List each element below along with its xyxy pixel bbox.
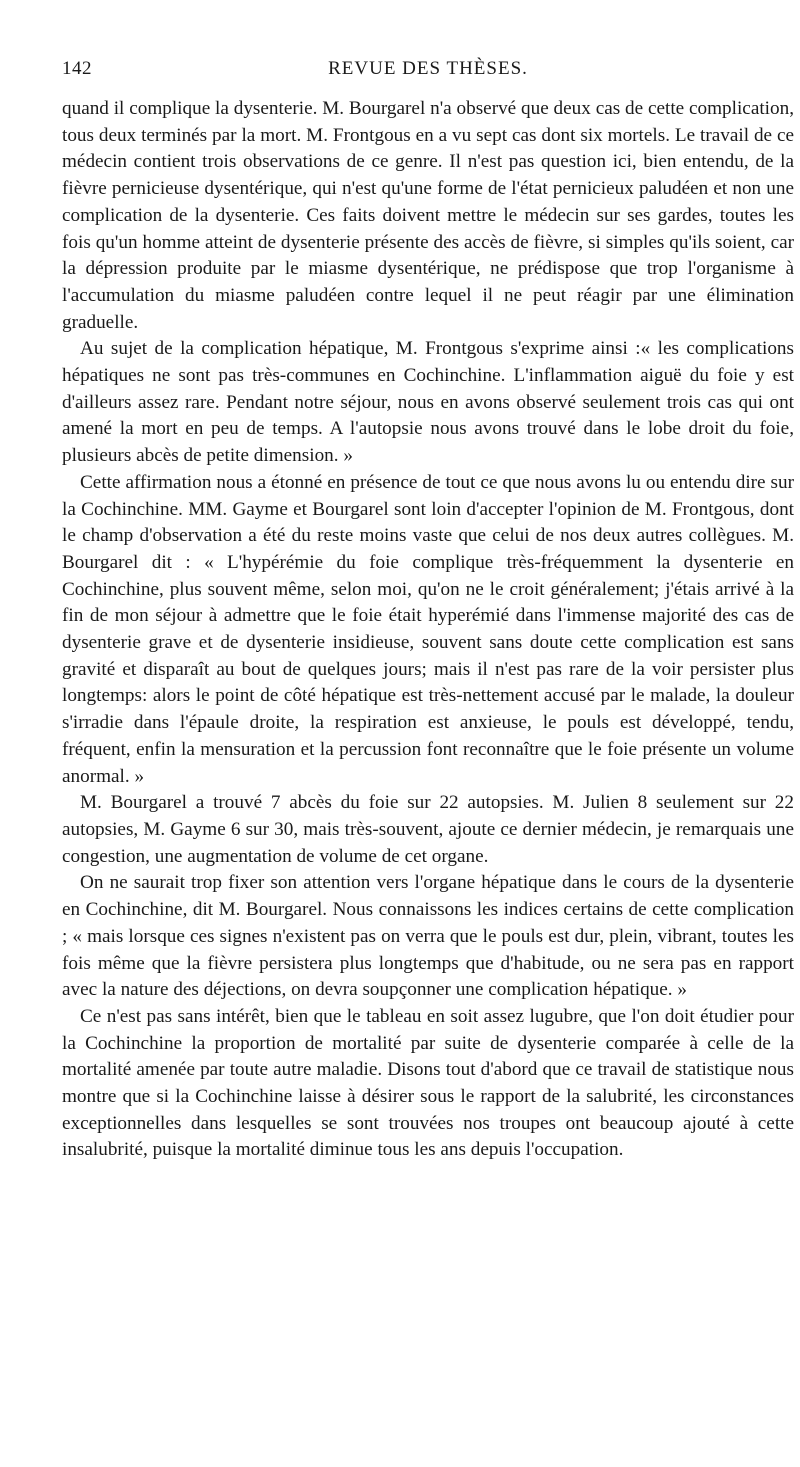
running-title: REVUE DES THÈSES. <box>328 58 528 79</box>
paragraph-4: M. Bourgarel a trouvé 7 abcès du foie sur 22 autopsies. M. Julien 8 seulement sur 22 autopsies, M. Gayme 6 sur 30, mais très-souvent, ajoute ce dernier médecin, je remarquais une congestion, une augmentation de volume de cet organe. <box>62 792 794 867</box>
body-text <box>62 96 794 1164</box>
paragraph-3: Cette affirmation nous a étonné en présence de tout ce que nous avons lu ou entendu dire sur la Cochinchine. MM. Gayme et Bourgarel sont loin d'accepter l'opinion de M. Frontgous, dont le champ d'observation a été du reste moins vaste que celui de nos deux autres collègues. M. Bourgarel dit : « L'hypérémie du foie complique très-fréquemment la dysenterie en Cochinchine, plus souvent même, selon moi, qu'on ne le croit généralement; j'étais arrivé à la fin de mon séjour à admettre que le foie était hyperémié dans l'immense majorité des cas de dysenterie grave et de dysenterie insidieuse, souvent sans doute cette complication est sans gravité et disparaît au bout de quelques jours; mais il n'est pas rare de la voir persister plus longtemps: alors le point de côté hépatique est très-nettement accusé par le malade, la douleur s'irradie dans l'épaule droite, la respiration est anxieuse, le pouls est développé, tendu, fréquent, enfin la mensuration et la percussion font reconnaître que le foie présente un volume anormal. » <box>62 471 794 787</box>
page <box>62 58 794 1164</box>
paragraph-1: quand il complique la dysenterie. M. Bourgarel n'a observé que deux cas de cette complication, tous deux terminés par la mort. M. Frontgous en a vu sept cas dont six mortels. Le travail de ce médecin contient trois observations de ce genre. Il n'est pas question ici, bien entendu, de la fièvre pernicieuse dysentérique, qui n'est qu'une forme de l'état pernicieux paludéen et non une complication de la dysenterie. Ces faits doivent mettre le médecin sur ses gardes, toutes les fois qu'un homme atteint de dysenterie présente des accès de fièvre, si simples qu'ils soient, car la dépression produite par le miasme dysentérique, ne prédispose que trop l'organisme à l'accumulation du miasme paludéen contre lequel il ne peut réagir par une élimination graduelle. <box>62 98 794 333</box>
paragraph-6: Ce n'est pas sans intérêt, bien que le tableau en soit assez lugubre, que l'on doit étudier pour la Cochinchine la proportion de mortalité par suite de dysenterie comparée à celle de la mortalité amenée par toute autre maladie. Disons tout d'abord que ce travail de statistique nous montre que si la Cochinchine laisse à désirer sous le rapport de la salubrité, les circonstances exceptionnelles dans lesquelles se sont trouvées nos troupes ont beaucoup ajouté à cette insalubrité, puisque la mortalité diminue tous les ans depuis l'occupation. <box>62 1005 794 1161</box>
running-head <box>62 58 794 84</box>
page-number: 142 <box>62 58 92 79</box>
paragraph-2: Au sujet de la complication hépatique, M. Frontgous s'exprime ainsi :« les complications hépatiques ne sont pas très-communes en Cochinchine. L'inflammation aiguë du foie y est d'ailleurs assez rare. Pendant notre séjour, nous en avons observé seulement trois cas qui ont amené la mort en peu de temps. A l'autopsie nous avons trouvé dans le lobe droit du foie, plusieurs abcès de petite dimension. » <box>62 338 794 467</box>
paragraph-5: On ne saurait trop fixer son attention vers l'organe hépatique dans le cours de la dysenterie en Cochinchine, dit M. Bourgarel. Nous connaissons les indices certains de cette complication ; « mais lorsque ces signes n'existent pas on verra que le pouls est dur, plein, vibrant, toutes les fois même que la fièvre persistera plus longtemps que d'habitude, ou ne sera pas en rapport avec la nature des déjections, on devra soupçonner une complication hépatique. » <box>62 872 794 1001</box>
